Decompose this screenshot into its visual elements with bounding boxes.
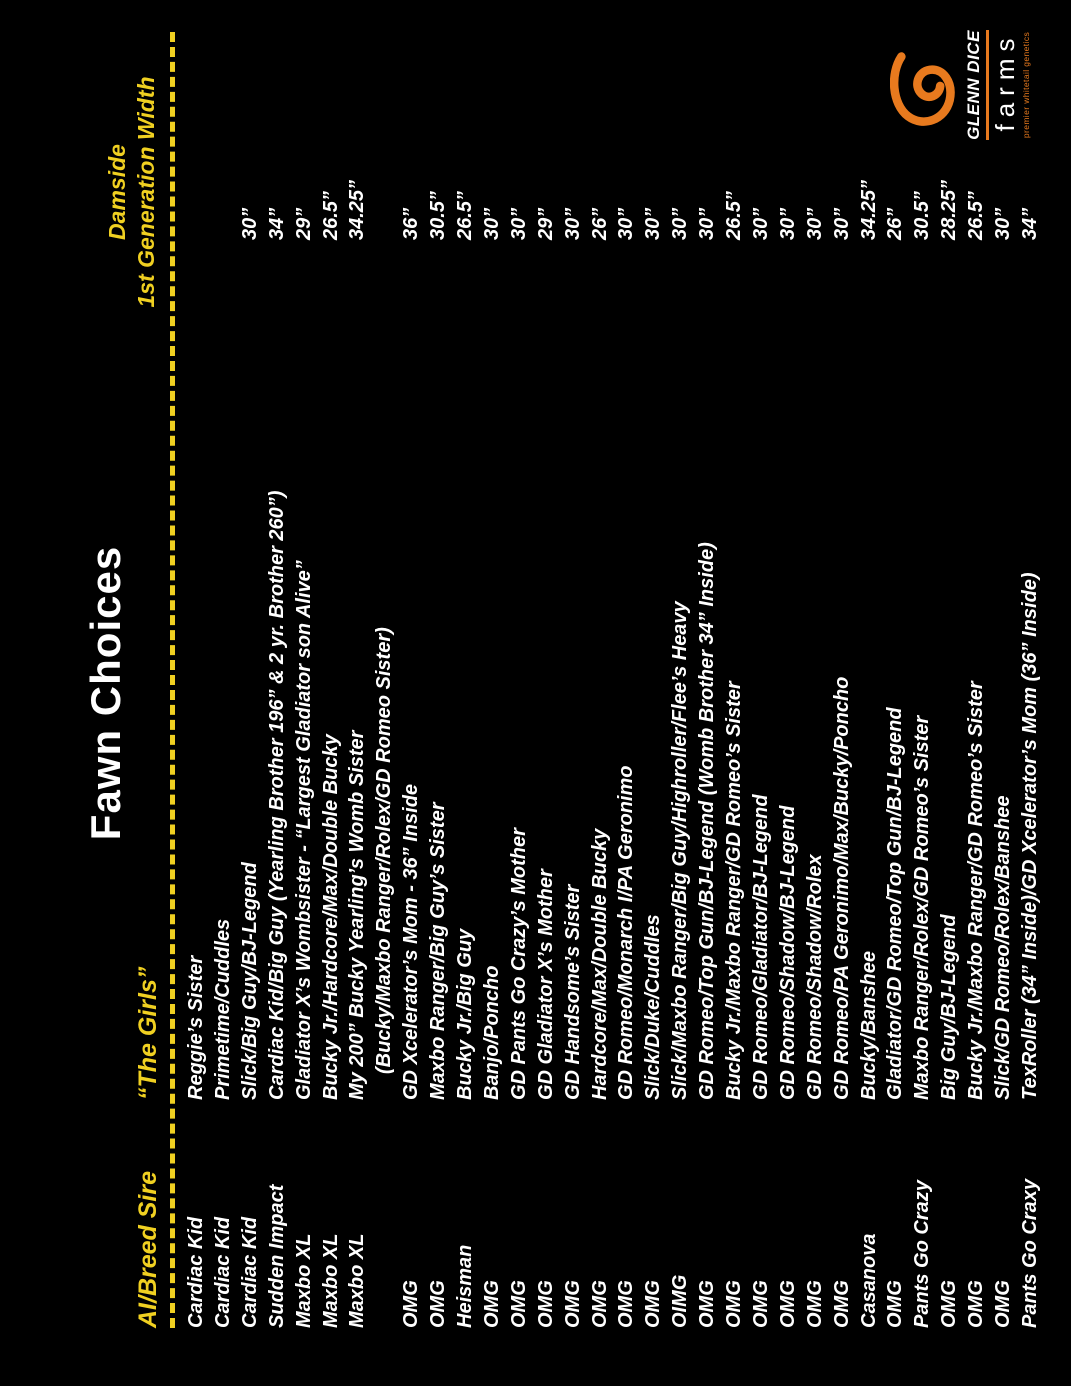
width-cell: 30.5” [911,191,934,240]
girls-cell: Banjo/Poncho [480,965,503,1100]
width-cell: 30” [238,207,261,240]
sire-cell: Maxbo XL [292,1233,315,1328]
g-swoosh-icon [890,37,962,133]
width-cell: 26.5” [454,191,476,240]
width-cell: 30” [803,207,826,240]
sire-cell: OMG [696,1280,719,1328]
girls-cell: Cardiac Kid/Big Guy (Yearling Brother 196” & 2 yr. Brother 260”) [265,490,288,1100]
width-cell: 30” [615,207,638,240]
girls-cell: GD Romeo/Gladiator/BJ-Legend [749,794,772,1100]
girls-cell: Bucky Jr./Maxbo Ranger/GD Romeo’s Sister [723,681,745,1100]
sire-cell: OMG [803,1280,826,1328]
width-cell: 29” [292,207,315,240]
girls-cell: GD Handsome’s Sister [561,884,584,1100]
table-row [1017,0,1044,1386]
table-row [856,0,883,1386]
table-row [694,0,721,1386]
table-row [829,0,856,1386]
sire-cell: OMG [561,1280,584,1328]
page-title: Fawn Choices [82,545,129,841]
table-row [479,0,506,1386]
girls-cell: Reggie’s Sister [185,955,207,1100]
table-row [318,0,345,1386]
girls-cell: GD Gladiator X’s Mother [534,869,557,1100]
width-cell: 26.5” [723,191,745,240]
logo-name: GLENN DICE [964,30,989,140]
girls-cell: Gladiator X’s Wombsister - “Largest Gladiator son Alive” [292,560,315,1100]
sire-cell: OMG [400,1280,423,1328]
table-row [990,0,1017,1386]
table-row [587,0,614,1386]
width-cell: 30” [696,207,719,240]
width-cell: 30.5” [427,191,450,240]
sire-cell: Cardiac Kid [238,1216,261,1328]
sire-cell: OIMG [669,1274,692,1328]
sire-cell: OMG [480,1280,503,1328]
width-cell: 34” [1018,207,1041,240]
table-row [183,0,210,1386]
table-row [264,0,291,1386]
girls-cell: GD Romeo/Monarch I/PA Geronimo [615,765,638,1100]
width-cell: 36” [400,207,423,240]
table-row [882,0,909,1386]
girls-cell: Big Guy/BJ-Legend [938,914,961,1100]
girls-cell: Gladiator/GD Romeo/Top Gun/BJ-Legend [884,707,907,1100]
width-cell: 30” [669,207,692,240]
girls-cell: Bucky Jr./Maxbo Ranger/GD Romeo’s Sister [965,681,988,1100]
sire-cell: OMG [615,1280,638,1328]
table-row [775,0,802,1386]
table-row [425,0,452,1386]
girls-cell: Primetime/Cuddles [211,918,234,1100]
sire-cell: Pants Go Craxy [1018,1179,1041,1328]
sire-cell: Casanova [857,1233,880,1328]
sire-cell: Maxbo XL [319,1233,342,1328]
girls-cell: GD Romeo/Shadow/BJ-Legend [776,805,799,1100]
table-row [613,0,640,1386]
sire-cell: Sudden Impact [265,1184,288,1328]
width-cell: 34.25” [346,179,369,240]
width-cell: 30” [642,207,665,240]
table-row [721,0,748,1386]
girls-cell: Slick/Maxbo Ranger/Big Guy/Highroller/Flee’s Heavy [669,601,692,1100]
table-row [667,0,694,1386]
table-row [936,0,963,1386]
table-row [344,0,371,1386]
sire-cell: OMG [534,1280,557,1328]
width-cell: 26.5” [319,191,342,240]
sire-cell: OMG [938,1280,961,1328]
width-cell: 30” [749,207,772,240]
width-cell: 30” [830,207,853,240]
table-row [640,0,667,1386]
girls-cell: Hardcore/Max/Double Bucky [588,828,611,1100]
width-cell: 30” [992,207,1014,240]
girls-cell: Maxbo Ranger/Big Guy’s Sister [427,802,450,1100]
girls-cell: Bucky Jr./Big Guy [454,928,476,1100]
girls-cell: GD Romeo/Top Gun/BJ-Legend (Womb Brother 34” Inside) [696,542,719,1100]
table-row [371,0,398,1386]
girls-cell: Slick/Big Guy/BJ-Legend [238,862,261,1100]
width-cell: 30” [561,207,584,240]
width-cell: 26” [588,207,611,240]
table-row [398,0,425,1386]
table-row [909,0,936,1386]
girls-cell: TexRoller (34” Inside)/GD Xcelerator’s Mom (36” Inside) [1018,572,1041,1100]
width-cell: 26.5” [965,191,988,240]
sire-cell: Maxbo XL [346,1233,369,1328]
logo-farms: farms [990,31,1020,132]
girls-cell: Slick/GD Romeo/Rolex/Banshee [992,795,1014,1100]
girls-cell: GD Pants Go Crazy’s Mother [507,828,530,1100]
width-cell: 28.25” [938,179,961,240]
sire-cell: OMG [884,1280,907,1328]
girls-cell: GD Romeo/PA Geronimo/Max/Bucky/Poncho [830,676,853,1100]
column-header-damside-line2: 1st Generation Width [133,76,159,308]
table-row [748,0,775,1386]
logo-tagline: premier whitetail genetics [1021,31,1031,139]
column-header-girls: “The Girls” [134,966,162,1100]
girls-cell: GD Xcelerator’s Mom - 36” Inside [400,783,423,1100]
column-header-damside-line1: Damside [104,144,130,240]
table-row [506,0,533,1386]
width-cell: 30” [507,207,530,240]
table-row [210,0,237,1386]
sire-cell: OMG [830,1280,853,1328]
table-row [533,0,560,1386]
sire-cell: OMG [642,1280,665,1328]
girls-cell: Bucky Jr./Hardcore/Max/Double Bucky [319,734,342,1100]
sire-cell: OMG [723,1280,745,1328]
table-row [802,0,829,1386]
table-row [963,0,990,1386]
girls-cell: Maxbo Ranger/Rolex/GD Romeo’s Sister [911,715,934,1100]
table-row [237,0,264,1386]
width-cell: 34” [265,207,288,240]
glenn-dice-farms-logo [890,22,1031,148]
sire-cell: Cardiac Kid [211,1216,234,1328]
table-row [452,0,479,1386]
width-cell: 30” [480,207,503,240]
sire-cell: OMG [749,1280,772,1328]
sire-cell: OMG [965,1280,988,1328]
girls-cell: Bucky/Banshee [857,951,880,1100]
width-cell: 30” [776,207,799,240]
girls-cell: (Bucky/Maxbo Ranger/Rolex/GD Romeo Sister) [373,627,396,1074]
table-row [560,0,587,1386]
column-header-sire: AI/Breed Sire [134,1170,162,1328]
sire-cell: Cardiac Kid [185,1216,207,1328]
width-cell: 26” [884,207,907,240]
width-cell: 34.25” [857,179,880,240]
sire-cell: Heisman [454,1244,476,1328]
girls-cell: Slick/Duke/Cuddles [642,914,665,1100]
sire-cell: OMG [776,1280,799,1328]
sire-cell: OMG [507,1280,530,1328]
width-cell: 29” [534,207,557,240]
girls-cell: GD Romeo/Shadow/Rolex [803,854,826,1100]
table-row [291,0,318,1386]
girls-cell: My 200” Bucky Yearling’s Womb Sister [346,730,369,1100]
sire-cell: OMG [427,1280,450,1328]
sire-cell: Pants Go Crazy [911,1180,934,1328]
sire-cell: OMG [588,1280,611,1328]
sire-cell: OMG [992,1280,1014,1328]
